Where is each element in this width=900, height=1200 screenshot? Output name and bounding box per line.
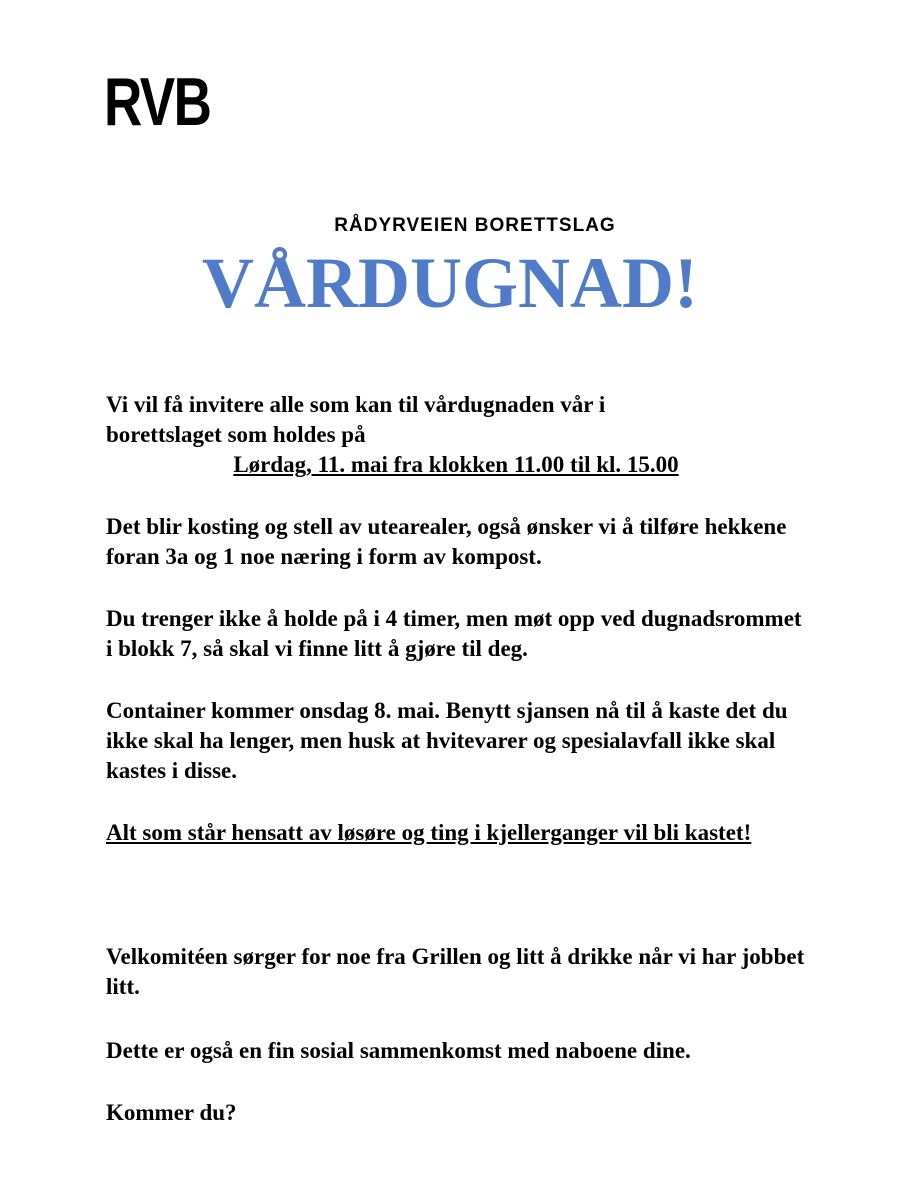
warning-text: Alt som står hensatt av løsøre og ting i kjellerganger vil bli kastet!	[106, 820, 752, 845]
warning-paragraph	[106, 818, 806, 848]
social-paragraph	[106, 1036, 806, 1066]
headline: VÅRDUGNAD!	[202, 243, 698, 323]
food-text: Velkomitéen sørger for noe fra Grillen og litt å drikke når vi har jobbet litt.	[106, 944, 805, 999]
container-paragraph	[106, 696, 806, 786]
time-text: Du trenger ikke å holde på i 4 timer, men møt opp ved dugnadsrommet i blokk 7, så skal vi finne litt å gjøre til deg.	[106, 606, 802, 661]
invite-line-2: borettslaget som holdes på	[106, 422, 366, 447]
logo: RVB	[104, 64, 211, 140]
event-date-line: Lørdag, 11. mai fra klokken 11.00 til kl. 15.00	[233, 452, 679, 477]
social-text: Dette er også en fin sosial sammenkomst med naboene dine.	[106, 1038, 691, 1063]
question-paragraph	[106, 1098, 806, 1128]
organization-name: RÅDYRVEIEN BORETTSLAG	[334, 215, 616, 236]
invite-line-1: Vi vil få invitere alle som kan til vårdugnaden vår i	[106, 392, 606, 417]
container-text: Container kommer onsdag 8. mai. Benytt sjansen nå til å kaste det du ikke skal ha lenger, men husk at hvitevarer og spesialavfall ikke skal kastes i disse.	[106, 698, 788, 783]
invitation-block	[106, 390, 806, 480]
question-text: Kommer du?	[106, 1100, 237, 1125]
food-paragraph	[106, 942, 806, 1002]
time-paragraph	[106, 604, 806, 664]
work-paragraph	[106, 512, 806, 572]
work-text: Det blir kosting og stell av utearealer, også ønsker vi å tilføre hekkene foran 3a og 1 noe næring i form av kompost.	[106, 514, 787, 569]
